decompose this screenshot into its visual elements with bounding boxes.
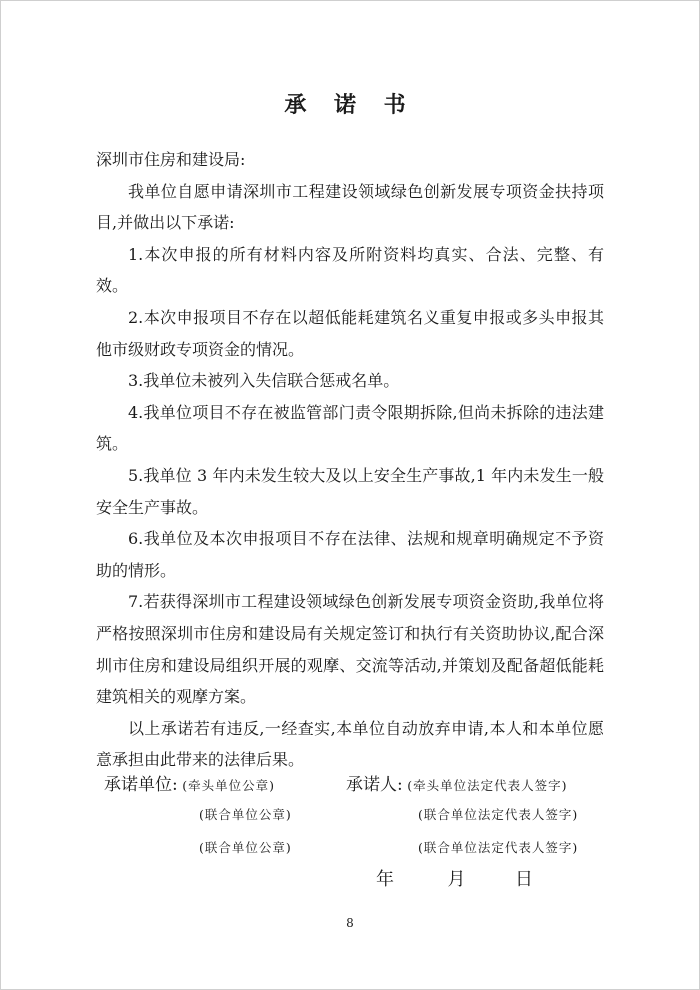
page-number: 8 — [346, 916, 354, 930]
commitment-item-3: 3.我单位未被列入失信联合惩戒名单。 — [128, 371, 400, 391]
commitment-item-2: 2.本次申报项目不存在以超低能耗建筑名义重复申报或多头申报其他市级财政专项资金的情况。 — [96, 307, 604, 359]
joint-unit-seal-2: (联合单位公章) — [199, 840, 292, 855]
commitment-item-4: 4.我单位项目不存在被监管部门责令限期拆除,但尚未拆除的违法建筑。 — [96, 402, 604, 454]
signature-promisor-row — [346, 770, 567, 795]
intro-paragraph: 我单位自愿申请深圳市工程建设领域绿色创新发展专项资金扶持项目,并做出以下承诺: — [96, 181, 604, 233]
document-title: 承 诺 书 — [284, 93, 416, 118]
commitment-item-7: 7.若获得深圳市工程建设领域绿色创新发展专项资金资助,我单位将严格按照深圳市住房和建设局有关规定签订和执行有关资助协议,配合深圳市住房和建设局组织开展的观摩、交流等活动,并策划及配备超低能耗建筑相关的观摩方案。 — [96, 592, 604, 707]
closing-paragraph: 以上承诺若有违反,一经查实,本单位自动放弃申请,本人和本单位愿意承担由此带来的法律后果。 — [96, 718, 604, 770]
date-row — [376, 865, 533, 891]
signature-unit-row — [104, 770, 275, 795]
unit-label: 承诺单位: — [104, 775, 178, 795]
joint-unit-seal-1: (联合单位公章) — [199, 807, 292, 822]
commitment-item-1: 1.本次申报的所有材料内容及所附资料均真实、合法、完整、有效。 — [96, 244, 604, 296]
joint-rep-sign-1: (联合单位法定代表人签字) — [418, 807, 579, 822]
date-day: 日 — [514, 869, 533, 890]
lead-unit-seal: (牵头单位公章) — [182, 778, 275, 793]
date-year: 年 — [376, 869, 394, 890]
joint-rep-sign-2: (联合单位法定代表人签字) — [418, 840, 579, 855]
date-month: 月 — [447, 869, 466, 890]
document-body — [96, 144, 604, 776]
lead-rep-sign: (牵头单位法定代表人签字) — [407, 778, 568, 793]
addressee: 深圳市住房和建设局: — [96, 150, 246, 169]
promisor-label: 承诺人: — [346, 775, 403, 795]
commitment-item-6: 6.我单位及本次申报项目不存在法律、法规和规章明确规定不予资助的情形。 — [96, 529, 604, 580]
commitment-item-5: 5.我单位 3 年内未发生较大及以上安全生产事故,1 年内未发生一般安全生产事故。 — [96, 465, 604, 517]
